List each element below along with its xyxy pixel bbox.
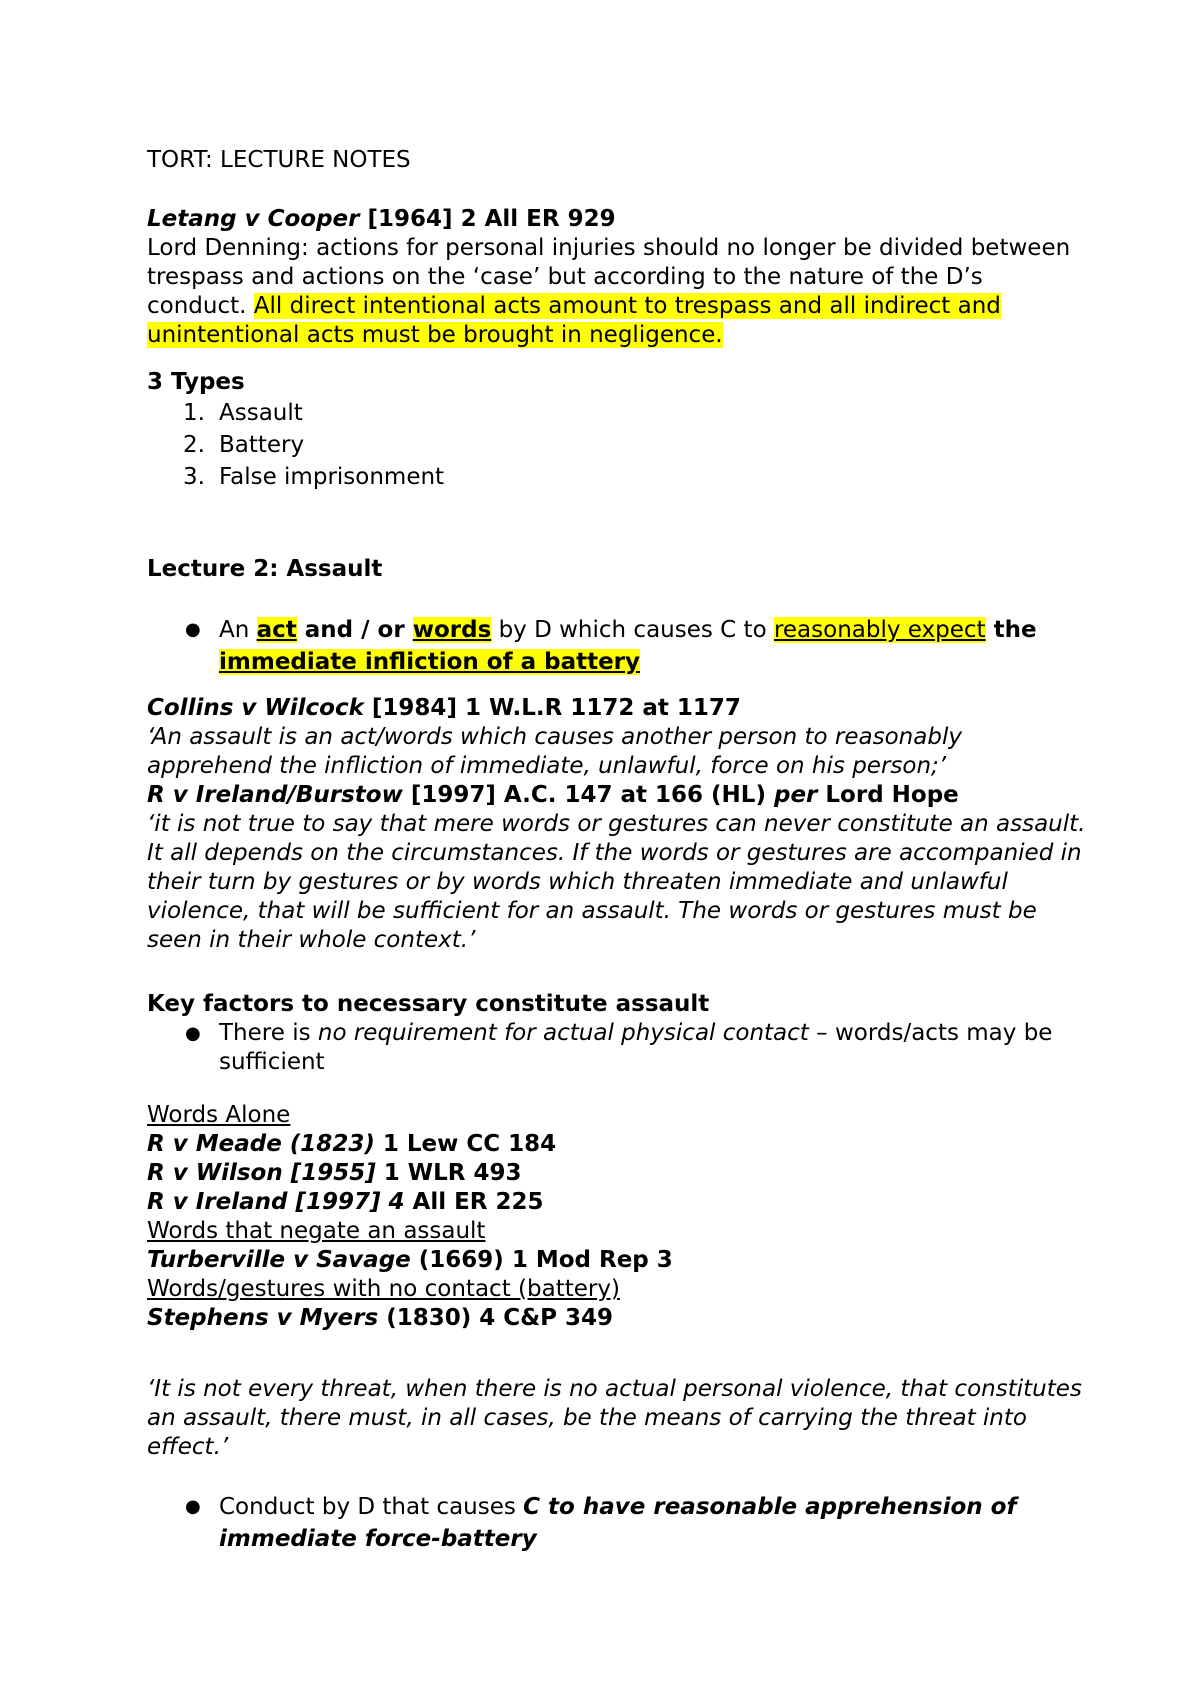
list-item — [147, 1491, 1087, 1555]
ireland-quote: ‘it is not true to say that mere words or gestures can never constitute an assault. It all depends on the circumstances. If the words or gestures are accompanied in their turn by gestures or by words which threaten immediate and unlawful violence, that will be sufficient for an assault. The words or gestures must be seen in their whole context.’ — [147, 811, 1086, 953]
highlight-battery: immediate infliction of a battery — [219, 649, 641, 675]
case-name: R v Wilson [1955] — [147, 1160, 376, 1186]
letang-citation: [1964] 2 All ER 929 — [359, 206, 616, 232]
list-item — [147, 1019, 1087, 1077]
case-citation: (1830) 4 C&P 349 — [378, 1305, 614, 1331]
case-citation: 1 Lew CC 184 — [374, 1131, 557, 1157]
letang-case-name: Letang v Cooper — [147, 206, 360, 232]
highlight-words: words — [412, 617, 492, 643]
case-citation: All ER 225 — [404, 1189, 544, 1215]
collins-citation: [1984] 1 W.L.R 1172 at 1177 — [363, 695, 741, 721]
collins-case-name: Collins v Wilcock — [147, 695, 364, 721]
list-item — [147, 614, 1087, 678]
words-alone-heading: Words Alone — [147, 1102, 291, 1128]
factors-section — [147, 990, 1087, 1077]
case-line — [147, 1246, 1087, 1275]
list-number: 1. — [183, 400, 205, 426]
letang-highlight: All direct intentional acts amount to trespass and all indirect and unintentional acts must be brought in negligence. — [147, 293, 1001, 348]
case-line — [147, 1188, 1087, 1217]
case-name: Turberville v Savage — [147, 1247, 411, 1273]
types-heading: 3 Types — [147, 369, 245, 395]
collins-quote: ‘An assault is an act/words which causes another person to reasonably apprehend the infliction of immediate, unlawful, force on his person;’ — [147, 724, 962, 779]
list-item — [147, 461, 1087, 493]
bullet-icon: ● — [185, 619, 201, 640]
assault-definition — [147, 614, 1087, 678]
list-number: 2. — [183, 432, 205, 458]
ireland-per: per — [773, 782, 818, 808]
letang-body — [147, 234, 1087, 350]
types-section — [147, 368, 1087, 493]
highlight-act: act — [256, 617, 297, 643]
conduct-bullets — [147, 1491, 1087, 1555]
list-item — [147, 397, 1087, 429]
bullet-text: Conduct by D that causes — [219, 1494, 524, 1520]
case-citation: (1669) 1 Mod Rep 3 — [410, 1247, 673, 1273]
highlight-expect: reasonably expect — [773, 617, 986, 643]
ireland-heading — [147, 781, 1087, 810]
conduct-section — [147, 1491, 1087, 1555]
collins-section — [147, 694, 1087, 955]
letang-heading — [147, 205, 1087, 234]
types-list — [147, 397, 1087, 493]
doc-title: TORT: LECTURE NOTES — [147, 147, 411, 173]
lecture2-section — [147, 555, 1087, 584]
bullet-text: by D which causes C to — [491, 617, 774, 643]
bullet-text: and / or — [296, 617, 413, 643]
bullet-text: – words/acts may be sufficient — [219, 1020, 1053, 1075]
letang-section — [147, 205, 1087, 350]
assault-bullets — [147, 614, 1087, 678]
list-number: 3. — [183, 464, 205, 490]
bullet-icon: ● — [185, 1496, 201, 1517]
bullet-text: There is — [219, 1020, 318, 1046]
case-line — [147, 1304, 1087, 1333]
cases-section — [147, 1101, 1087, 1333]
collins-heading — [147, 694, 1087, 723]
list-item — [147, 429, 1087, 461]
case-line — [147, 1159, 1087, 1188]
case-citation: 1 WLR 493 — [375, 1160, 522, 1186]
factors-heading: Key factors to necessary constitute assault — [147, 991, 710, 1017]
bullet-bold-italic: C to have reasonable apprehension of immediate force-battery — [219, 1494, 1017, 1552]
case-name: R v Meade (1823) — [147, 1131, 375, 1157]
case-name: R v Ireland [1997] 4 — [147, 1189, 405, 1215]
stephens-quote-block — [147, 1375, 1087, 1462]
bullet-text: the — [985, 617, 1037, 643]
list-label: Battery — [219, 432, 305, 458]
bullet-text: An — [219, 617, 257, 643]
list-label: Assault — [219, 400, 303, 426]
ireland-case-name: R v Ireland/Burstow — [147, 782, 403, 808]
ireland-judge: Lord Hope — [817, 782, 959, 808]
bullet-icon: ● — [185, 1023, 201, 1044]
letang-text: Lord Denning: actions for personal injuries should no longer be divided between trespass and actions on the ‘case’ but according to the nature of the D’s conduct. — [147, 235, 1071, 319]
bullet-italic: no requirement for actual physical contact — [317, 1020, 809, 1046]
gestures-heading: Words/gestures with no contact (battery) — [147, 1276, 620, 1302]
ireland-citation: [1997] A.C. 147 at 166 (HL) — [402, 782, 774, 808]
factors-bullets — [147, 1019, 1087, 1077]
lecture2-heading: Lecture 2: Assault — [147, 556, 383, 582]
doc-title-block — [147, 146, 1087, 175]
negate-heading: Words that negate an assault — [147, 1218, 486, 1244]
case-line — [147, 1130, 1087, 1159]
list-label: False imprisonment — [219, 464, 445, 490]
case-name: Stephens v Myers — [147, 1305, 379, 1331]
stephens-quote: ‘It is not every threat, when there is no actual personal violence, that constitutes an assault, there must, in all cases, be the means of carrying the threat into effect.’ — [147, 1376, 1082, 1460]
